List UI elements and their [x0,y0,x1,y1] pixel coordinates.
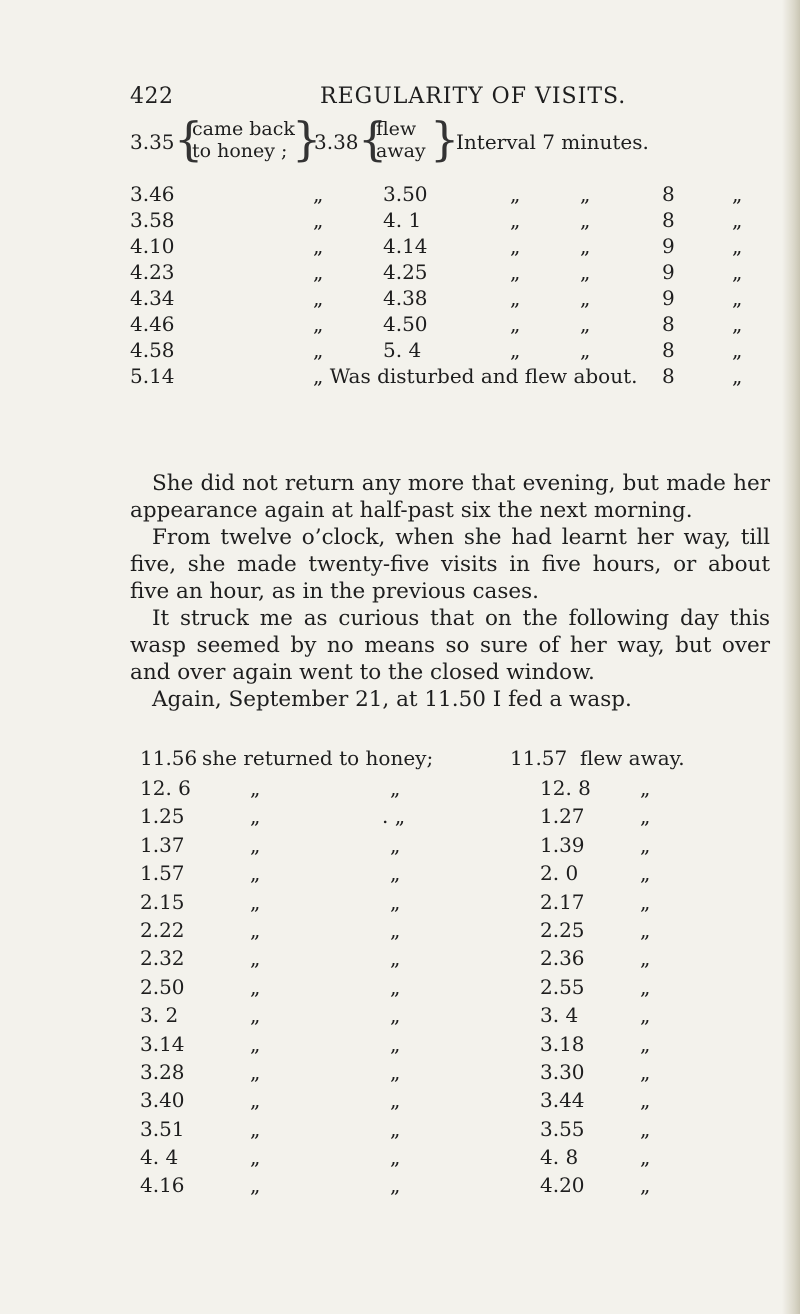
away-label-line-1: flew [376,118,417,140]
table-2-heading [140,746,760,776]
page-number: 422 [130,84,174,109]
cell-back-time: 3. 2 [140,1003,179,1028]
running-head: REGULARITY OF VISITS. [320,84,627,109]
cell-away-time: 4.14 [383,234,428,258]
ditto-mark: „ [510,312,521,336]
heading-away-label: flew away. [580,746,685,770]
table-row [140,918,760,946]
ditto-mark: „ [313,312,324,336]
cell-back-time: 4.46 [130,312,175,336]
cell-away-time: 1.27 [540,804,585,829]
cell-away-time: 4.38 [383,286,428,310]
ditto-mark: „ [250,832,261,857]
cell-interval: 8 [662,208,675,232]
cell-back-time: 4.34 [130,286,175,310]
cell-away-time: 2.25 [540,917,585,942]
ditto-mark: „ [580,286,591,310]
visits-table-2 [140,746,760,1202]
ditto-mark: „ [390,1059,401,1084]
cell-back-time: 3.14 [140,1031,185,1056]
cell-interval: 8 [662,312,675,336]
ditto-mark: „ [580,234,591,258]
ditto-mark: „ [510,286,521,310]
ditto-mark: „ [732,338,743,362]
ditto-mark: „ [640,776,651,800]
cell-away-time: 2.36 [540,946,585,971]
cell-away-time: 3.55 [540,1116,585,1141]
ditto-mark: „ [580,312,591,336]
right-brace-glyph: } [430,112,460,166]
table-row [140,890,760,918]
heading-back-label [192,118,295,162]
cell-back-time: 4. 4 [140,1145,179,1170]
ditto-mark: . „ [382,804,406,829]
cell-away-time: 2.17 [540,889,585,914]
ditto-mark: „ [390,1173,401,1198]
ditto-mark: „ [640,1173,651,1198]
cell-back-time: 2.15 [140,889,185,914]
back-label-line-2: to honey ; [192,140,288,162]
ditto-mark: „ [510,208,521,232]
cell-back-time: 12. 6 [140,776,191,800]
ditto-mark: „ [640,861,651,886]
cell-back-time: 3.51 [140,1116,185,1141]
ditto-mark: „ [640,804,651,829]
ditto-mark: „ [250,1003,261,1028]
left-brace-glyph: { [358,112,388,166]
ditto-mark: „ [640,1059,651,1084]
away-label-line-2: away [376,140,426,162]
heading-time-back: 3.35 [130,130,175,154]
table-row [140,1173,760,1201]
ditto-mark: „ [390,946,401,971]
cell-away-time: 4.50 [383,312,428,336]
cell-away-time: 5. 4 [383,338,422,362]
ditto-mark: „ [390,1003,401,1028]
cell-away-time: 4. 1 [383,208,422,232]
cell-away-time: 3.30 [540,1059,585,1084]
cell-back-time: 3.58 [130,208,175,232]
ditto-mark: „ [390,1145,401,1170]
ditto-mark: „ [580,182,591,206]
ditto-mark: „ [510,234,521,258]
ditto-mark: „ [640,1145,651,1170]
table-row [140,1117,760,1145]
ditto-mark: „ [250,1031,261,1056]
heading-time-away: 3.38 [314,130,359,154]
cell-back-time: 1.25 [140,804,185,829]
table-row [130,286,770,312]
table-row [140,776,760,804]
ditto-mark: „ [390,974,401,999]
table-row [140,1088,760,1116]
cell-back-time: 3.28 [140,1059,185,1084]
paragraph: Again, September 21, at 11.50 I fed a wasp. [152,687,632,712]
table-row-last [130,364,770,390]
cell-back-time: 4.10 [130,234,175,258]
table-row [140,804,760,832]
disturbed-note: „ Was disturbed and flew about. [313,364,638,388]
heading-time-back: 11.56 [140,746,198,770]
ditto-mark: „ [313,182,324,206]
ditto-mark: „ [640,832,651,857]
cell-back-time: 4.23 [130,260,175,284]
ditto-mark: „ [250,1145,261,1170]
table-row [130,260,770,286]
ditto-mark: „ [250,1173,261,1198]
cell-interval: 9 [662,286,675,310]
ditto-mark: „ [313,338,324,362]
table-row [140,1060,760,1088]
table-row [140,1003,760,1031]
ditto-mark: „ [390,1088,401,1113]
cell-away-time: 3. 4 [540,1003,579,1028]
cell-back-time: 3.46 [130,182,175,206]
table-row [140,946,760,974]
ditto-mark: „ [313,286,324,310]
cell-away-time: 12. 8 [540,776,591,800]
body-text [130,470,770,713]
ditto-mark: „ [732,364,743,388]
ditto-mark: „ [250,804,261,829]
cell-away-time: 2.55 [540,974,585,999]
visits-table-1 [130,112,770,390]
ditto-mark: „ [313,208,324,232]
paragraph: It struck me as curious that on the following day this wasp seemed by no means so sure of her way, but over and over again went to the closed window. [130,606,770,685]
page-header [130,84,690,114]
ditto-mark: „ [640,889,651,914]
ditto-mark: „ [390,1031,401,1056]
ditto-mark: „ [250,1116,261,1141]
table-row [130,234,770,260]
ditto-mark: „ [390,917,401,942]
page-edge-shadow [782,0,800,1314]
cell-back-time: 4.16 [140,1173,185,1198]
cell-away-time: 3.50 [383,182,428,206]
cell-away-time: 2. 0 [540,861,579,886]
table-row [140,833,760,861]
ditto-mark: „ [640,1116,651,1141]
ditto-mark: „ [250,1088,261,1113]
cell-back-time: 4.58 [130,338,175,362]
cell-back-time: 1.57 [140,861,185,886]
ditto-mark: „ [390,889,401,914]
table-row [130,208,770,234]
cell-back-time: 2.22 [140,917,185,942]
heading-back-label: she returned to honey; [202,746,434,770]
table-row [140,1145,760,1173]
ditto-mark: „ [640,946,651,971]
cell-away-time: 3.44 [540,1088,585,1113]
ditto-mark: „ [250,861,261,886]
cell-back-time: 1.37 [140,832,185,857]
paragraph: From twelve o’clock, when she had learnt her way, till five, she made twenty-five visits in five hours, or about five an hour, as in the previous cases. [130,525,770,604]
table-row [140,1032,760,1060]
ditto-mark: „ [640,1088,651,1113]
ditto-mark: „ [732,286,743,310]
table-row [140,861,760,889]
ditto-mark: „ [390,1116,401,1141]
heading-away-label [376,118,426,162]
ditto-mark: „ [732,182,743,206]
cell-interval: 8 [662,364,675,388]
cell-away-time: 4.25 [383,260,428,284]
ditto-mark: „ [510,260,521,284]
ditto-mark: „ [250,974,261,999]
ditto-mark: „ [732,208,743,232]
ditto-mark: „ [250,946,261,971]
ditto-mark: „ [580,208,591,232]
ditto-mark: „ [390,776,401,800]
heading-time-away: 11.57 [510,746,568,770]
cell-interval: 9 [662,260,675,284]
ditto-mark: „ [640,974,651,999]
paragraph: She did not return any more that evening, but made her appearance again at half-past six the next morning. [130,471,770,523]
ditto-mark: „ [390,832,401,857]
heading-interval: Interval 7 minutes. [456,130,649,154]
cell-back-time: 2.32 [140,946,185,971]
cell-interval: 9 [662,234,675,258]
ditto-mark: „ [580,338,591,362]
right-brace-glyph: } [292,112,322,166]
ditto-mark: „ [250,917,261,942]
left-brace-glyph: { [174,112,204,166]
ditto-mark: „ [640,1031,651,1056]
ditto-mark: „ [250,889,261,914]
ditto-mark: „ [510,182,521,206]
table-row [130,338,770,364]
ditto-mark: „ [732,234,743,258]
ditto-mark: „ [510,338,521,362]
cell-away-time: 4.20 [540,1173,585,1198]
cell-back-time: 2.50 [140,974,185,999]
cell-interval: 8 [662,338,675,362]
ditto-mark: „ [640,1003,651,1028]
cell-away-time: 1.39 [540,832,585,857]
cell-away-time: 3.18 [540,1031,585,1056]
ditto-mark: „ [313,234,324,258]
ditto-mark: „ [250,776,261,800]
table-row [130,312,770,338]
back-label-line-1: came back [192,118,295,140]
cell-interval: 8 [662,182,675,206]
table-row [140,975,760,1003]
table-1-heading [130,112,770,182]
cell-back-time: 3.40 [140,1088,185,1113]
ditto-mark: „ [732,260,743,284]
ditto-mark: „ [390,861,401,886]
ditto-mark: „ [313,260,324,284]
ditto-mark: „ [640,917,651,942]
ditto-mark: „ [732,312,743,336]
table-row [130,182,770,208]
ditto-mark: „ [580,260,591,284]
cell-away-time: 4. 8 [540,1145,579,1170]
ditto-mark: „ [250,1059,261,1084]
cell-back-time: 5.14 [130,364,175,388]
